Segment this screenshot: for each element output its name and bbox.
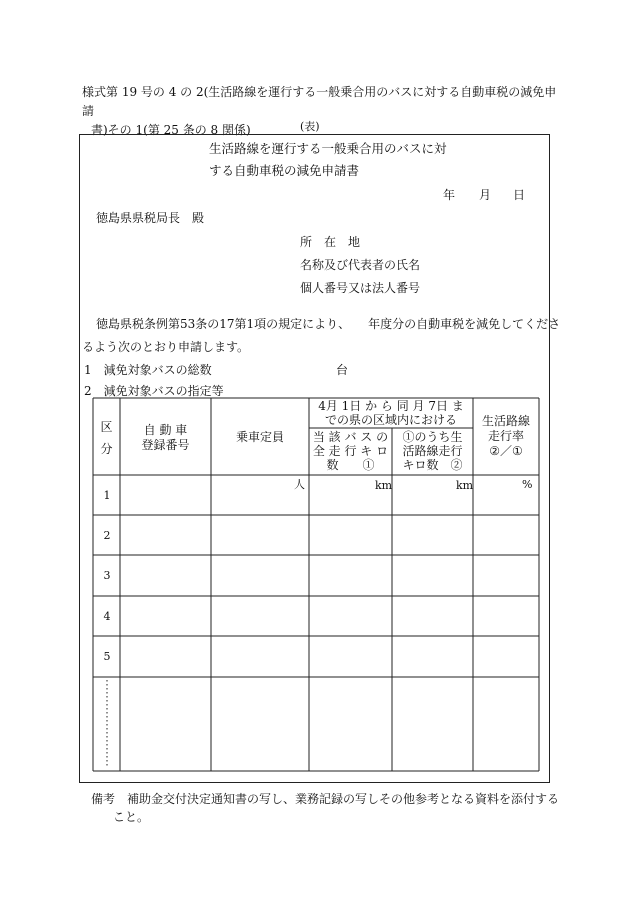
item1-unit: 台 <box>336 363 349 377</box>
addressee: 徳島県県税局長 殿 <box>96 211 205 225</box>
header-registration <box>120 423 211 453</box>
header-period-line1: 4月 1日 か ら 同 月 7日 ま <box>318 399 464 413</box>
form-header-line1: 様式第 19 号の 4 の 2(生活路線を運行する一般乗合用のバスに対する自動車税の減免申請 <box>82 85 557 118</box>
remark-line2: こと。 <box>113 810 150 824</box>
header-route-rate <box>473 414 539 459</box>
date-year: 年 <box>443 188 456 202</box>
row-number-3: 3 <box>103 569 111 582</box>
header-route-km-line3: キロ数 ② <box>402 458 463 472</box>
header-kubun <box>93 420 120 457</box>
form-title-line1: 生活路線を運行する一般乗合用のバスに対 <box>209 141 447 156</box>
header-route-km <box>392 430 473 472</box>
header-kubun-line1: 区 <box>100 420 113 434</box>
request-text-line1: 徳島県税条例第53条の17第1項の規定により、 年度分の自動車税を減免してくださ <box>96 317 561 331</box>
item2-label: 2 減免対象バスの指定等 <box>84 384 224 398</box>
header-registration-line1: 自 動 車 <box>143 423 188 437</box>
header-registration-line2: 登録番号 <box>141 438 190 452</box>
header-route-km-line1: ①のうち生 <box>402 430 463 444</box>
header-route-rate-line2: 走行率 <box>487 429 524 443</box>
unit-km-route: km <box>456 479 474 492</box>
applicant-location: 所 在 地 <box>300 235 361 249</box>
date-month: 月 <box>479 188 492 202</box>
header-period <box>309 399 473 427</box>
header-total-km-line2: 全 走 行 キ ロ <box>312 444 389 458</box>
header-kubun-line2: 分 <box>100 442 113 456</box>
unit-percent: % <box>522 478 533 491</box>
row-number-2: 2 <box>103 529 111 542</box>
row-number-1: 1 <box>103 489 111 502</box>
row-number-5: 5 <box>103 650 111 663</box>
unit-person: 人 <box>294 478 305 491</box>
remark-line1: 備考 補助金交付決定通知書の写し、業務記録の写しその他参考となる資料を添付する <box>91 792 560 806</box>
request-text-line2: るよう次のとおり申請します。 <box>82 340 250 354</box>
applicant-name: 名称及び代表者の氏名 <box>300 258 421 272</box>
date-day: 日 <box>513 188 526 202</box>
header-capacity: 乗車定員 <box>235 430 284 444</box>
header-total-km <box>309 430 392 472</box>
header-total-km-line1: 当 該 バ ス の <box>312 430 389 444</box>
form-header-line2: 書)その 1(第 25 条の 8 関係) <box>91 123 251 137</box>
front-side-label: (表) <box>300 120 320 133</box>
row-number-4: 4 <box>103 610 111 623</box>
header-route-rate-line3: ②／① <box>489 444 523 458</box>
header-period-line2: での県の区域内における <box>324 413 457 427</box>
header-route-km-line2: 活路線走行 <box>402 444 463 458</box>
item1-label: 1 減免対象バスの総数 <box>84 363 212 377</box>
header-route-rate-line1: 生活路線 <box>481 414 530 428</box>
header-total-km-line3: 数 ① <box>326 458 375 472</box>
form-title-line2: する自動車税の減免申請書 <box>209 163 360 178</box>
unit-km-total: km <box>375 479 393 492</box>
applicant-number: 個人番号又は法人番号 <box>300 281 421 295</box>
